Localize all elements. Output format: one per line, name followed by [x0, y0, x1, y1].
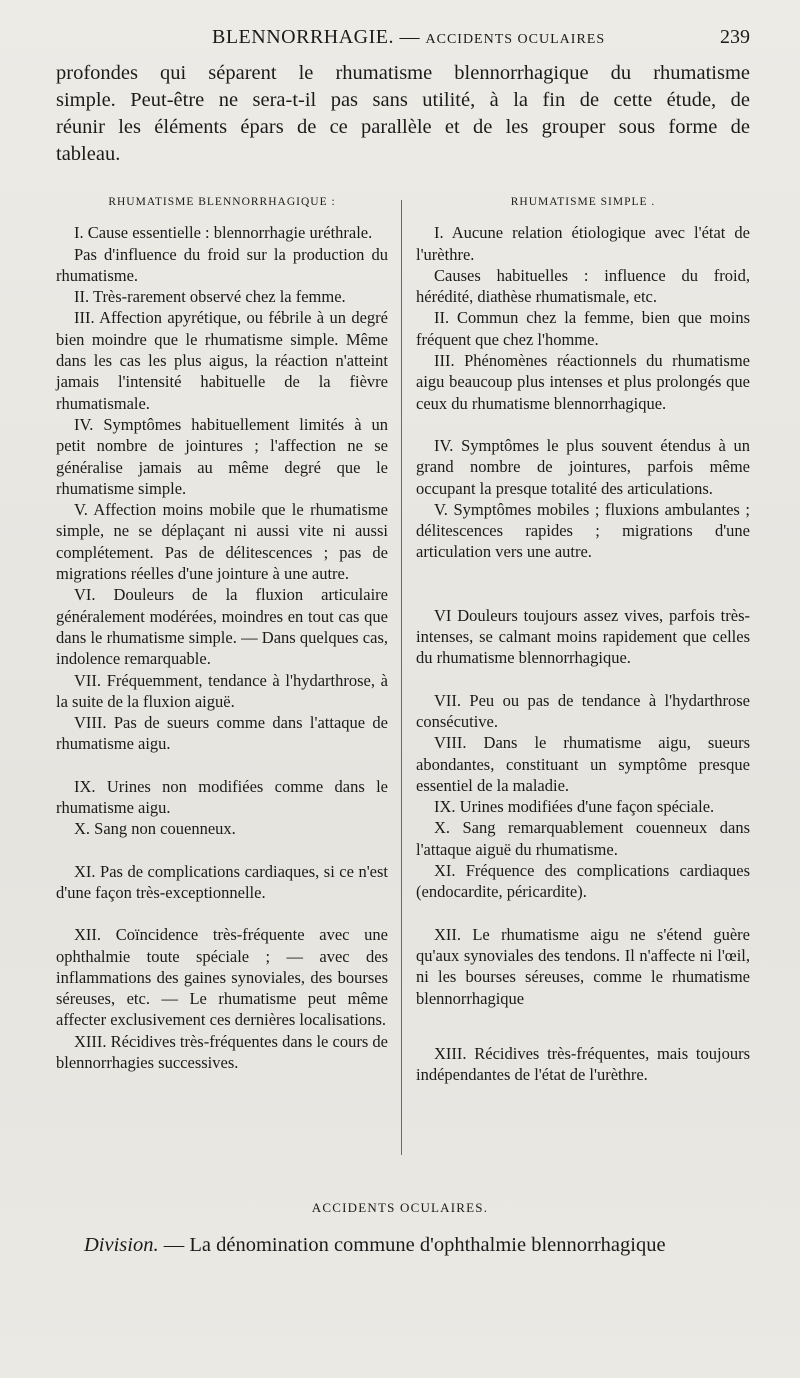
division-lead: Division. — [84, 1234, 159, 1256]
comparison-entry — [56, 499, 388, 584]
spacer — [56, 755, 388, 776]
comparison-entry — [416, 1043, 750, 1086]
entry-text: V. Affection moins mobile que le rhumatisme simple, ne se déplaçant ni aussi vite ni aussi complétement. Pas de délitescences ; pas de migrations réelles d'une jointure à une autre. — [56, 500, 388, 584]
comparison-entry — [416, 860, 750, 903]
entry-text: VI Douleurs toujours assez vives, parfois très-intenses, se calmant moins rapidement que celles du rhumatisme blennorrhagique. — [416, 605, 750, 668]
text-line: tableau. — [56, 143, 121, 165]
entry-text: V. Symptômes mobiles ; fluxions ambulantes ; délitescences rapides ; migrations d'une articulation vers une autre. — [416, 499, 750, 562]
right-column — [416, 192, 750, 1085]
comparison-entry — [56, 286, 388, 307]
entry-text: X. Sang remarquablement couenneux dans l'attaque aiguë du rhumatisme. — [416, 818, 750, 859]
entry-text: XII. Coïncidence très-fréquente avec une ophthalmie toute spéciale ; — avec des inflammations des gaines synoviales, des bourses séreuses, etc. — Le rhumatisme peut même affecter exclusivement ces dernières localisations. — [56, 925, 388, 1030]
comparison-entry — [416, 924, 750, 1009]
spacer — [416, 414, 750, 435]
comparison-entry — [416, 690, 750, 733]
comparison-entry — [56, 222, 388, 286]
entry-text: I. Cause essentielle : blennorrhagie uréthrale. — [74, 223, 373, 243]
entry-text: XII. Le rhumatisme aigu ne s'étend guère qu'aux synoviales des tendons. Il n'affecte ni l'œil, ni les bourses séreuses, comme le rhumatisme blennorrhagique — [416, 924, 750, 1008]
comparison-entry — [56, 712, 388, 755]
text-line: réunir les éléments épars de ce parallèle et de les grouper sous forme de — [56, 116, 750, 138]
spacer — [56, 903, 388, 924]
comparison-entry — [56, 924, 388, 1030]
entry-text: XI. Fréquence des complications cardiaques (endocardite, péricardite). — [416, 861, 750, 902]
comparison-entry — [416, 796, 750, 817]
comparison-entry — [56, 414, 388, 499]
entry-text: IV. Symptômes le plus souvent étendus à un grand nombre de jointures, parfois même occupant la presque totalité des articulations. — [416, 435, 750, 498]
comparison-entry — [56, 584, 388, 669]
entry-text: VII. Fréquemment, tendance à l'hydarthrose, à la suite de la fluxion aiguë. — [56, 670, 388, 711]
running-header — [0, 26, 800, 54]
column-divider — [401, 200, 402, 1155]
spacer — [416, 1009, 750, 1043]
intro-paragraph — [56, 60, 750, 168]
entry-text: XIII. Récidives très-fréquentes, mais toujours indépendantes de l'état de l'urèthre. — [416, 1043, 750, 1085]
comparison-entry — [416, 435, 750, 499]
running-title: BLENNORRHAGIE. — ACCIDENTS OCULAIRES — [212, 26, 606, 48]
entry-text: VII. Peu ou pas de tendance à l'hydarthrose consécutive. — [416, 690, 750, 731]
entry-text: I. Aucune relation étiologique avec l'état de l'urèthre. — [416, 223, 750, 264]
entry-text: III. Affection apyrétique, ou fébrile à un degré bien moindre que le rhumatisme simple. Même dans les cas les plus aigus, la réaction n'atteint jamais l'intensité habituelle de la fièvre rhumatismale. — [56, 308, 388, 413]
comparison-entry — [56, 818, 388, 839]
comparison-entry — [56, 1031, 388, 1074]
comparison-entry — [416, 605, 750, 669]
comparison-entry — [416, 499, 750, 563]
entry-text: IV. Symptômes habituellement limités à un petit nombre de jointures ; l'affection ne se généralise jamais au même degré que le rhumatisme simple. — [56, 414, 388, 498]
entry-text: IX. Urines modifiées d'une façon spéciale. — [434, 797, 715, 817]
entry-text: Causes habituelles : influence du froid, hérédité, diathèse rhumatismale, etc. — [416, 265, 750, 307]
comparison-entry — [56, 861, 388, 904]
spacer — [416, 563, 750, 605]
division-paragraph — [56, 1232, 750, 1259]
entry-text: II. Très-rarement observé chez la femme. — [74, 287, 346, 307]
comparison-entry — [56, 307, 388, 413]
entry-text: II. Commun chez la femme, bien que moins fréquent que chez l'homme. — [416, 308, 750, 349]
comparison-entry — [416, 222, 750, 307]
entry-text: XI. Pas de complications cardiaques, si ce n'est d'une façon très-exceptionnelle. — [56, 861, 388, 902]
right-column-heading: RHUMATISME SIMPLE . — [510, 196, 656, 208]
entry-text: IX. Urines non modifiées comme dans le rhumatisme aigu. — [56, 776, 388, 818]
section-title: ACCIDENTS OCULAIRES. — [311, 1200, 489, 1215]
entry-text: VIII. Pas de sueurs comme dans l'attaque de rhumatisme aigu. — [56, 713, 388, 754]
text-line: profondes qui séparent le rhumatisme blennorrhagique du rhumatisme — [56, 62, 750, 84]
text-line: simple. Peut-être ne sera-t-il pas sans utilité, à la fin de cette étude, de — [56, 89, 750, 111]
comparison-entry — [416, 350, 750, 414]
spacer — [56, 840, 388, 861]
comparison-entry — [416, 307, 750, 350]
page-number: 239 — [720, 26, 750, 48]
entry-text: XIII. Récidives très-fréquentes dans le cours de blennorrhagies successives. — [56, 1031, 388, 1072]
division-text: — La dénomination commune d'ophthalmie blennorrhagique — [163, 1234, 666, 1256]
entry-text: VIII. Dans le rhumatisme aigu, sueurs abondantes, constituant un symptôme presque essentiel de la maladie. — [416, 733, 750, 795]
entry-text: X. Sang non couenneux. — [74, 819, 236, 839]
comparison-entry — [56, 670, 388, 713]
comparison-entry — [416, 817, 750, 860]
comparison-entry — [416, 732, 750, 796]
left-column-heading: RHUMATISME BLENNORRHAGIQUE : — [108, 196, 336, 208]
entry-text: III. Phénomènes réactionnels du rhumatisme aigu beaucoup plus intenses et plus prolongés que ceux du rhumatisme blennorrhagique. — [416, 351, 750, 413]
spacer — [416, 903, 750, 924]
spacer — [416, 669, 750, 690]
comparison-entry — [56, 776, 388, 819]
entry-text: Pas d'influence du froid sur la production du rhumatisme. — [56, 244, 388, 285]
left-column — [56, 192, 388, 1073]
entry-text: VI. Douleurs de la fluxion articulaire généralement modérées, moindres en tout cas que dans le rhumatisme simple. — Dans quelques cas, indolence remarquable. — [56, 585, 388, 669]
